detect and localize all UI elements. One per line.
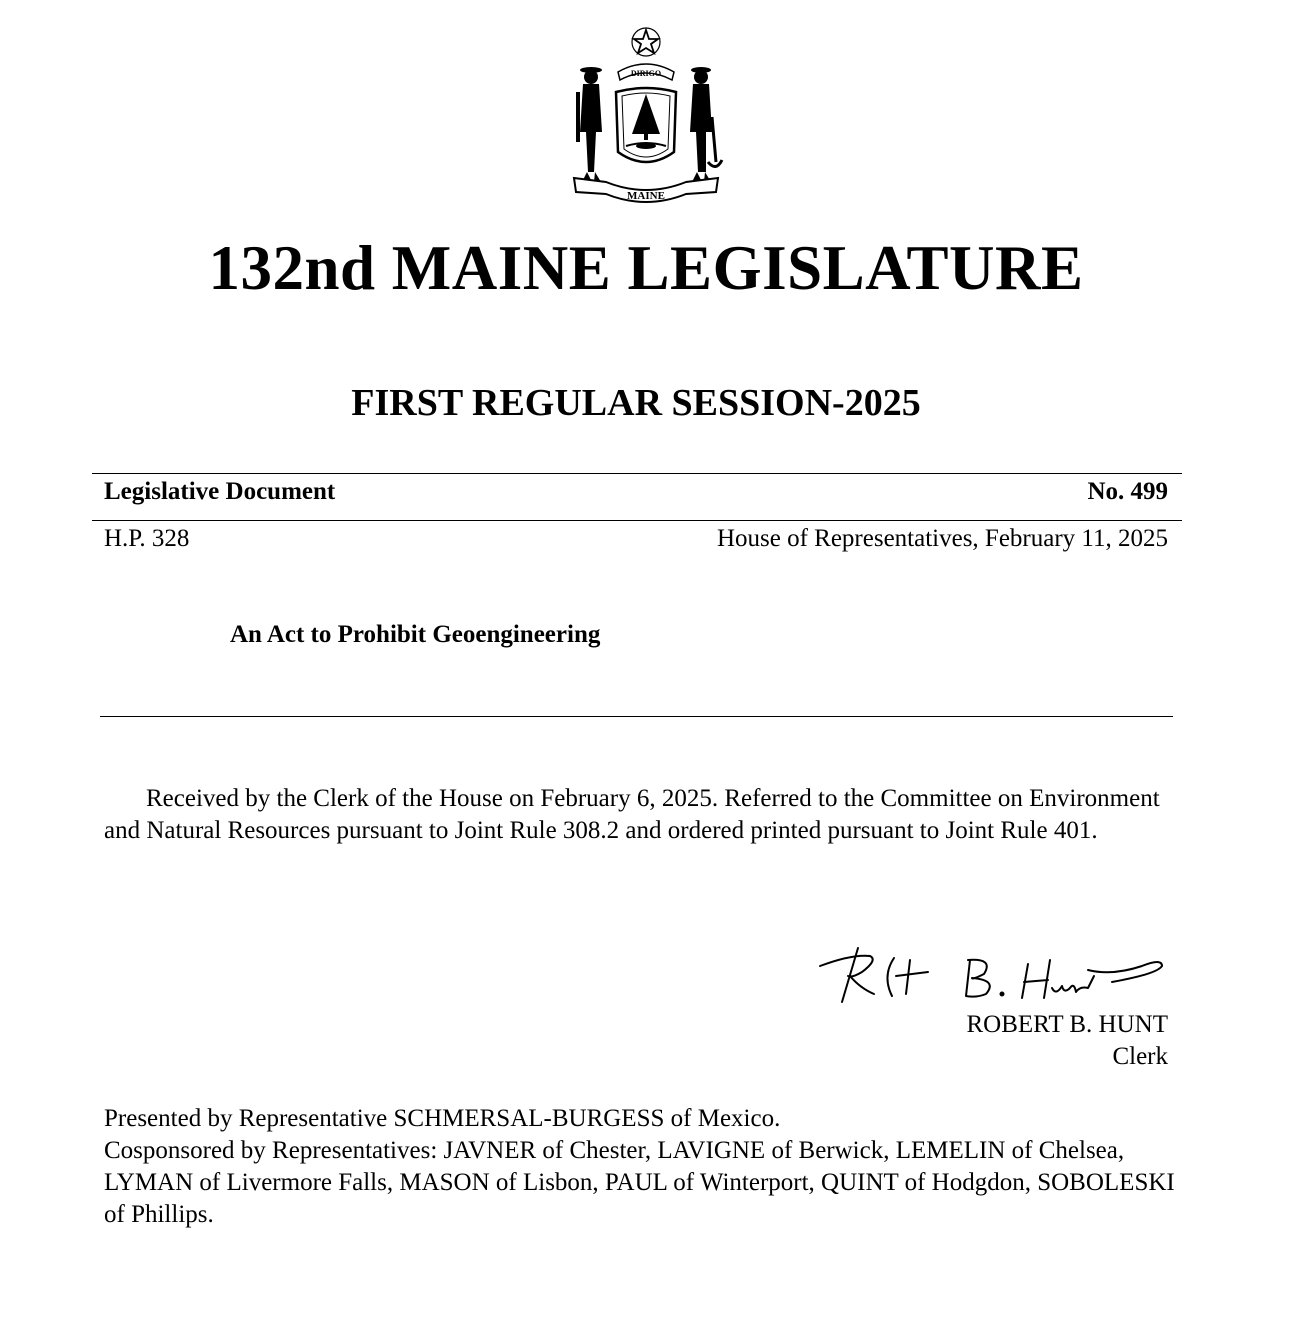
cosponsored-by: Cosponsored by Representatives: JAVNER of Chester, LAVIGNE of Berwick, LEMELIN of Chelsea, LYMAN of Livermore Falls, MASON of Lisbon, PAUL of Winterport, QUINT of Hodgdon, SOBOLESKI of Phillips.	[104, 1137, 1175, 1228]
house-paper-number: H.P. 328	[104, 525, 190, 552]
clerk-name: ROBERT B. HUNT	[966, 1011, 1168, 1038]
clerk-block	[966, 1009, 1168, 1073]
session-title: FIRST REGULAR SESSION-2025	[351, 382, 921, 424]
house-date: House of Representatives, February 11, 2025	[716, 525, 1168, 552]
presented-by: Presented by Representative SCHMERSAL-BURGESS of Mexico.	[104, 1105, 781, 1132]
clerk-title: Clerk	[1112, 1043, 1168, 1070]
legislature-title: 132nd MAINE LEGISLATURE	[208, 233, 1084, 303]
document-number: No. 499	[1087, 478, 1168, 505]
act-title: An Act to Prohibit Geoengineering	[230, 621, 601, 648]
top-divider	[92, 473, 1182, 474]
svg-text:DIRIGO: DIRIGO	[630, 69, 662, 78]
sponsors-block	[104, 1103, 1179, 1231]
middle-divider	[92, 520, 1182, 521]
maine-state-seal-icon	[566, 22, 726, 207]
legislative-document-label: Legislative Document	[104, 478, 336, 505]
handwritten-signature-icon	[812, 936, 1172, 1008]
received-paragraph: Received by the Clerk of the House on February 6, 2025. Referred to the Committee on Environment and Natural Resources pursuant to Joint Rule 308.2 and ordered printed pursuant to Joint Rule 401.	[104, 785, 1160, 844]
act-divider	[100, 716, 1173, 717]
svg-text:MAINE: MAINE	[627, 190, 665, 202]
